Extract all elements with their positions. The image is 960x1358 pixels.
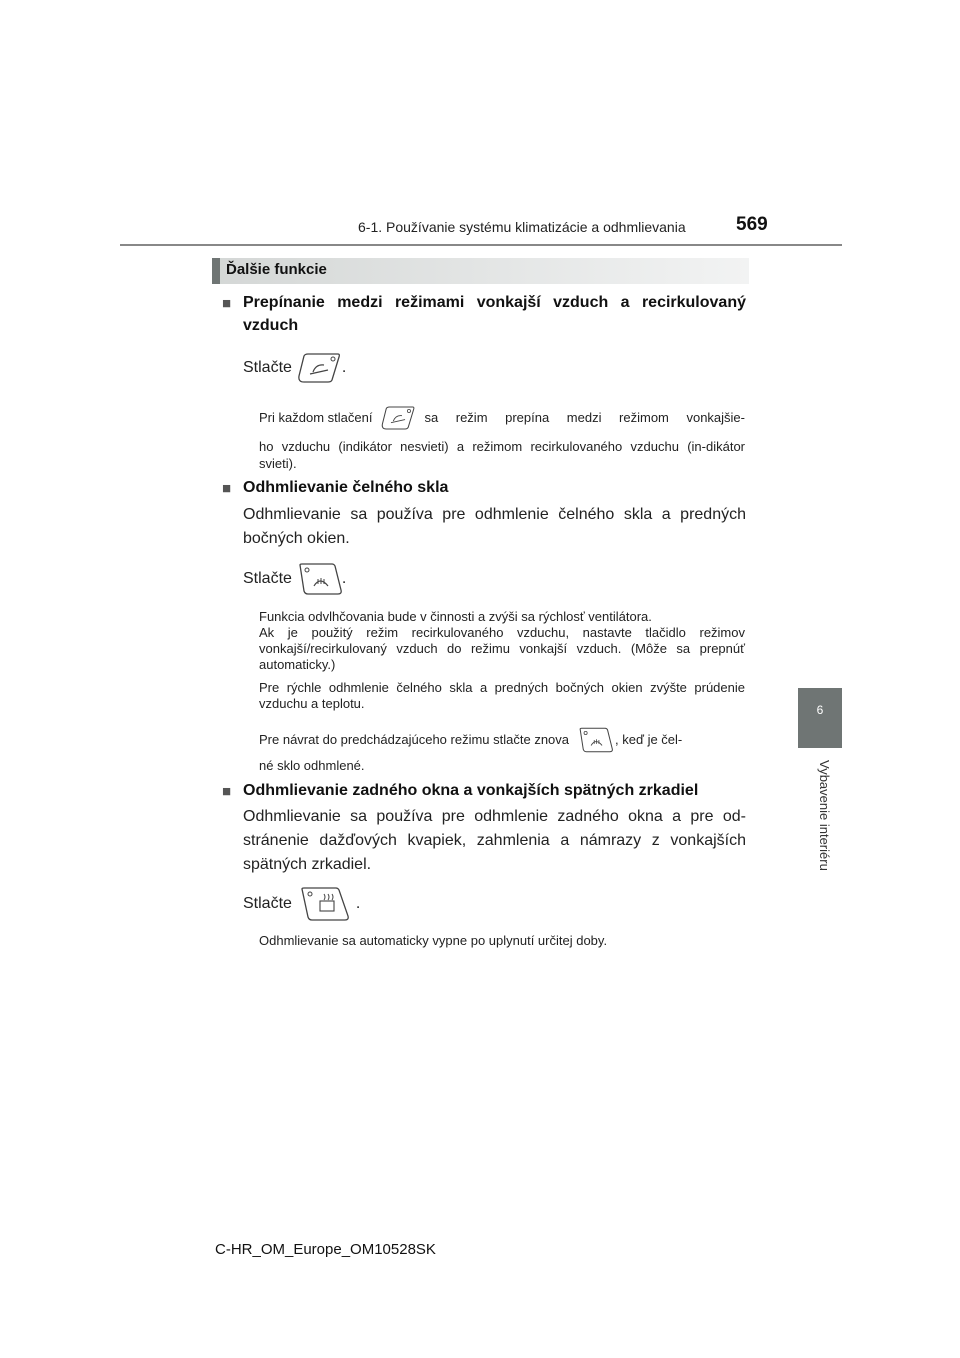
- item-note: né sklo odhmlené.: [259, 758, 365, 773]
- rear-window-defogger-button-icon: [298, 886, 350, 922]
- section-title: Ďalšie funkcie: [226, 261, 327, 278]
- windshield-defogger-button-icon: [577, 726, 613, 754]
- press-instruction: [243, 352, 746, 384]
- note-prefix: Pri každom stlačení: [259, 410, 373, 425]
- item-heading-cont: vzduch: [243, 317, 299, 334]
- note-suffix: , keď je čel-: [615, 732, 683, 747]
- windshield-defogger-button-icon: [296, 562, 342, 596]
- press-instruction: [243, 886, 746, 922]
- press-suffix: .: [355, 895, 361, 912]
- item-body: Odhmlievanie sa používa pre odhmlenie zadného okna a pre od-stránenie dažďových kvapiek, zahmlenia a námrazy z vonkajších spätných zrkadiel.: [243, 808, 746, 873]
- bullet-square-icon: ■: [222, 295, 232, 312]
- item-note: Odhmlievanie sa automaticky vypne po uplynutí určitej doby.: [259, 933, 608, 948]
- item-heading: Odhmlievanie čelného skla: [243, 479, 449, 496]
- item-body: Odhmlievanie sa používa pre odhmlenie čelného skla a predných bočných okien.: [243, 506, 746, 547]
- item-note-line: [259, 404, 745, 432]
- recirculation-button-icon: [380, 404, 416, 432]
- running-header-title: 6-1. Používanie systému klimatizácie a odhmlievania: [358, 219, 686, 235]
- item-heading: Odhmlievanie zadného okna a vonkajších spätných zrkadiel: [243, 782, 699, 799]
- recirculation-button-icon: [296, 352, 342, 384]
- page-number: 569: [736, 214, 768, 235]
- press-label: Stlačte: [243, 895, 292, 912]
- chapter-tab: [798, 688, 842, 748]
- press-label: Stlačte: [243, 570, 292, 587]
- document-code: C-HR_OM_Europe_OM10528SK: [215, 1241, 436, 1258]
- header-divider: [120, 244, 842, 246]
- chapter-label: Vybavenie interiéru: [817, 760, 832, 871]
- item-note-line: [259, 726, 745, 754]
- bullet-square-icon: ■: [222, 783, 232, 800]
- item-note: Ak je použitý režim recirkulovaného vzduchu, nastavte tlačidlo režimov vonkajší/recirkulovaný vzduch do režimu vonkajší vzduch. (Môže sa prepnúť automaticky.): [259, 625, 745, 672]
- item-note: Pre rýchle odhmlenie čelného skla a predných bočných okien zvýšte prúdenie vzduchu a teplotu.: [259, 680, 745, 711]
- item-note: ho vzduchu (indikátor nesvieti) a režimom recirkulovaného vzduchu (in-dikátor svieti).: [259, 439, 745, 471]
- press-suffix: .: [341, 359, 347, 376]
- press-suffix: .: [341, 570, 347, 587]
- press-label: Stlačte: [243, 359, 292, 376]
- item-note: Funkcia odvlhčovania bude v činnosti a zvýši sa rýchlosť ventilátora.: [259, 609, 652, 624]
- chapter-number: 6: [816, 703, 824, 717]
- note-suffix: sa režim prepína medzi režimom vonkajšie-: [424, 410, 745, 425]
- section-bar-accent: [212, 258, 220, 284]
- item-heading: Prepínanie medzi režimami vonkajší vzduch a recirkulovaný: [243, 294, 746, 311]
- press-instruction: [243, 562, 746, 596]
- bullet-square-icon: ■: [222, 480, 232, 497]
- note-prefix: Pre návrat do predchádzajúceho režimu stlačte znova: [259, 732, 570, 747]
